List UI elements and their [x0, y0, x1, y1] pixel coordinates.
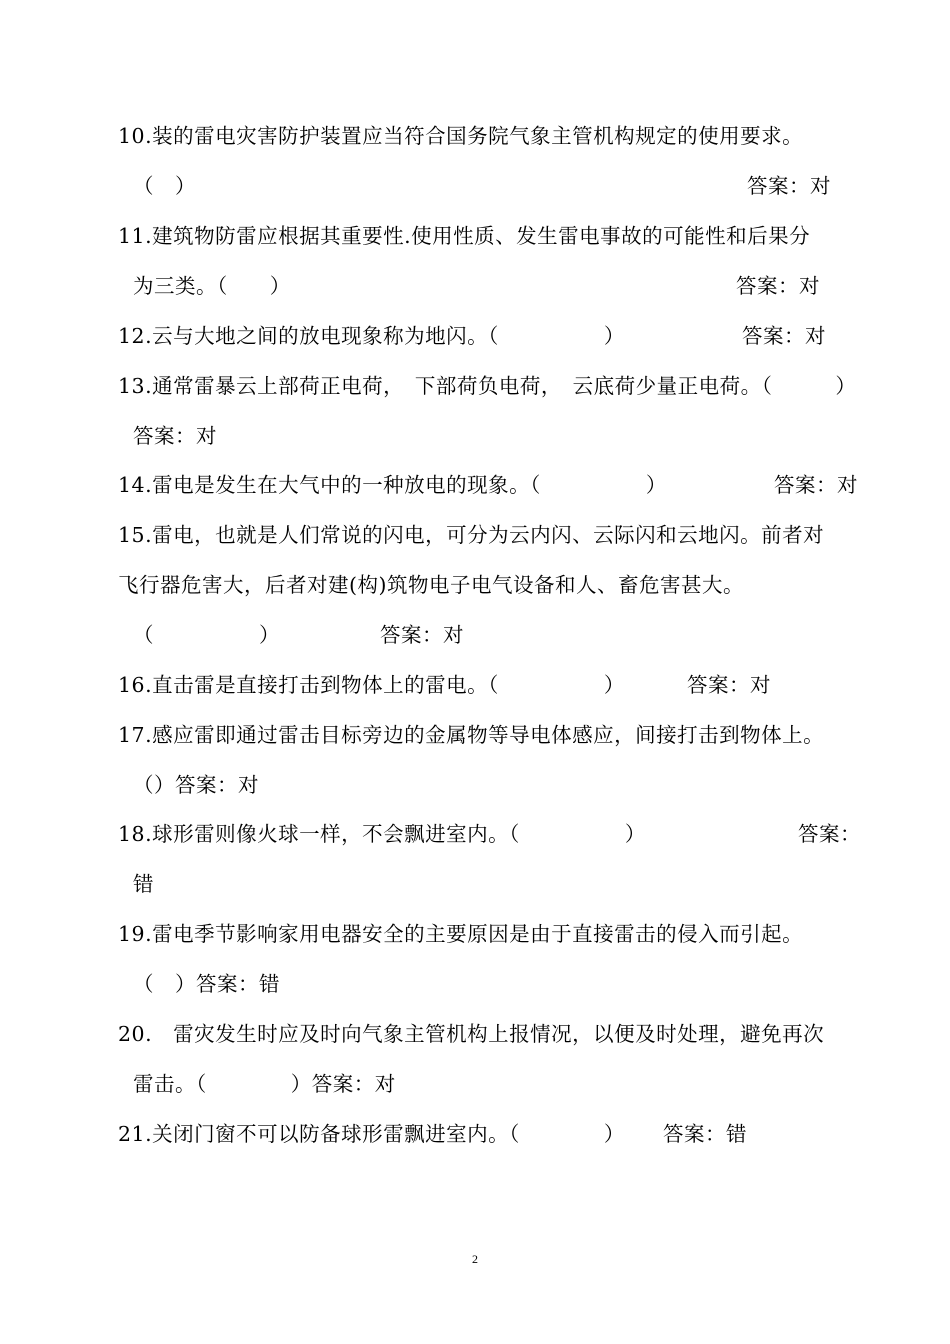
question-18-answer-label: 答案：	[798, 822, 861, 846]
question-17-answer: （）答案：对	[133, 773, 259, 797]
question-11-answer: 答案：对	[736, 274, 820, 298]
question-18-text: 18.球形雷则像火球一样，不会飘进室内。（ ）	[118, 822, 646, 846]
question-17-text: 17.感应雷即通过雷击目标旁边的金属物等导电体感应，间接打击到物体上。	[118, 723, 825, 747]
question-21-text: 21.关闭门窗不可以防备球形雷飘进室内。（ ）	[118, 1122, 625, 1146]
question-19-answer: （ ）答案：错	[133, 972, 280, 996]
question-20-text: 20. 雷灾发生时应及时向气象主管机构上报情况，以便及时处理，避免再次	[118, 1022, 825, 1046]
question-13-text: 13.通常雷暴云上部荷正电荷， 下部荷负电荷， 云底荷少量正电荷。（ ）	[118, 374, 857, 398]
question-11-text-cont: 为三类。（ ）	[133, 274, 291, 298]
question-15-text-cont: 飞行器危害大，后者对建(构)筑物电子电气设备和人、畜危害甚大。	[118, 573, 744, 597]
question-14-text: 14.雷电是发生在大气中的一种放电的现象。（ ）	[118, 473, 667, 497]
question-19-text: 19.雷电季节影响家用电器安全的主要原因是由于直接雷击的侵入而引起。	[118, 922, 804, 946]
question-10-text: 10.装的雷电灾害防护装置应当符合国务院气象主管机构规定的使用要求。	[118, 124, 804, 148]
question-14-answer: 答案：对	[774, 473, 858, 497]
question-16-answer: 答案：对	[687, 673, 771, 697]
question-15-blank: （ ）	[133, 623, 280, 647]
question-10-blank: （ ）	[133, 174, 196, 198]
question-21-answer: 答案：错	[663, 1122, 747, 1146]
question-10-answer: 答案：对	[747, 174, 831, 198]
question-16-text: 16.直击雷是直接打击到物体上的雷电。（ ）	[118, 673, 625, 697]
question-15-text: 15.雷电，也就是人们常说的闪电，可分为云内闪、云际闪和云地闪。前者对	[118, 523, 825, 547]
question-12-text: 12.云与大地之间的放电现象称为地闪。（ ）	[118, 324, 625, 348]
question-15-answer: 答案：对	[380, 623, 464, 647]
question-11-text: 11.建筑物防雷应根据其重要性.使用性质、发生雷电事故的可能性和后果分	[118, 224, 811, 248]
question-12-answer: 答案：对	[742, 324, 826, 348]
question-13-answer: 答案：对	[133, 424, 217, 448]
question-20-answer: 雷击。（ ）答案：对	[133, 1072, 396, 1096]
question-18-answer-value: 错	[133, 872, 154, 896]
page-number: 2	[472, 1252, 478, 1266]
